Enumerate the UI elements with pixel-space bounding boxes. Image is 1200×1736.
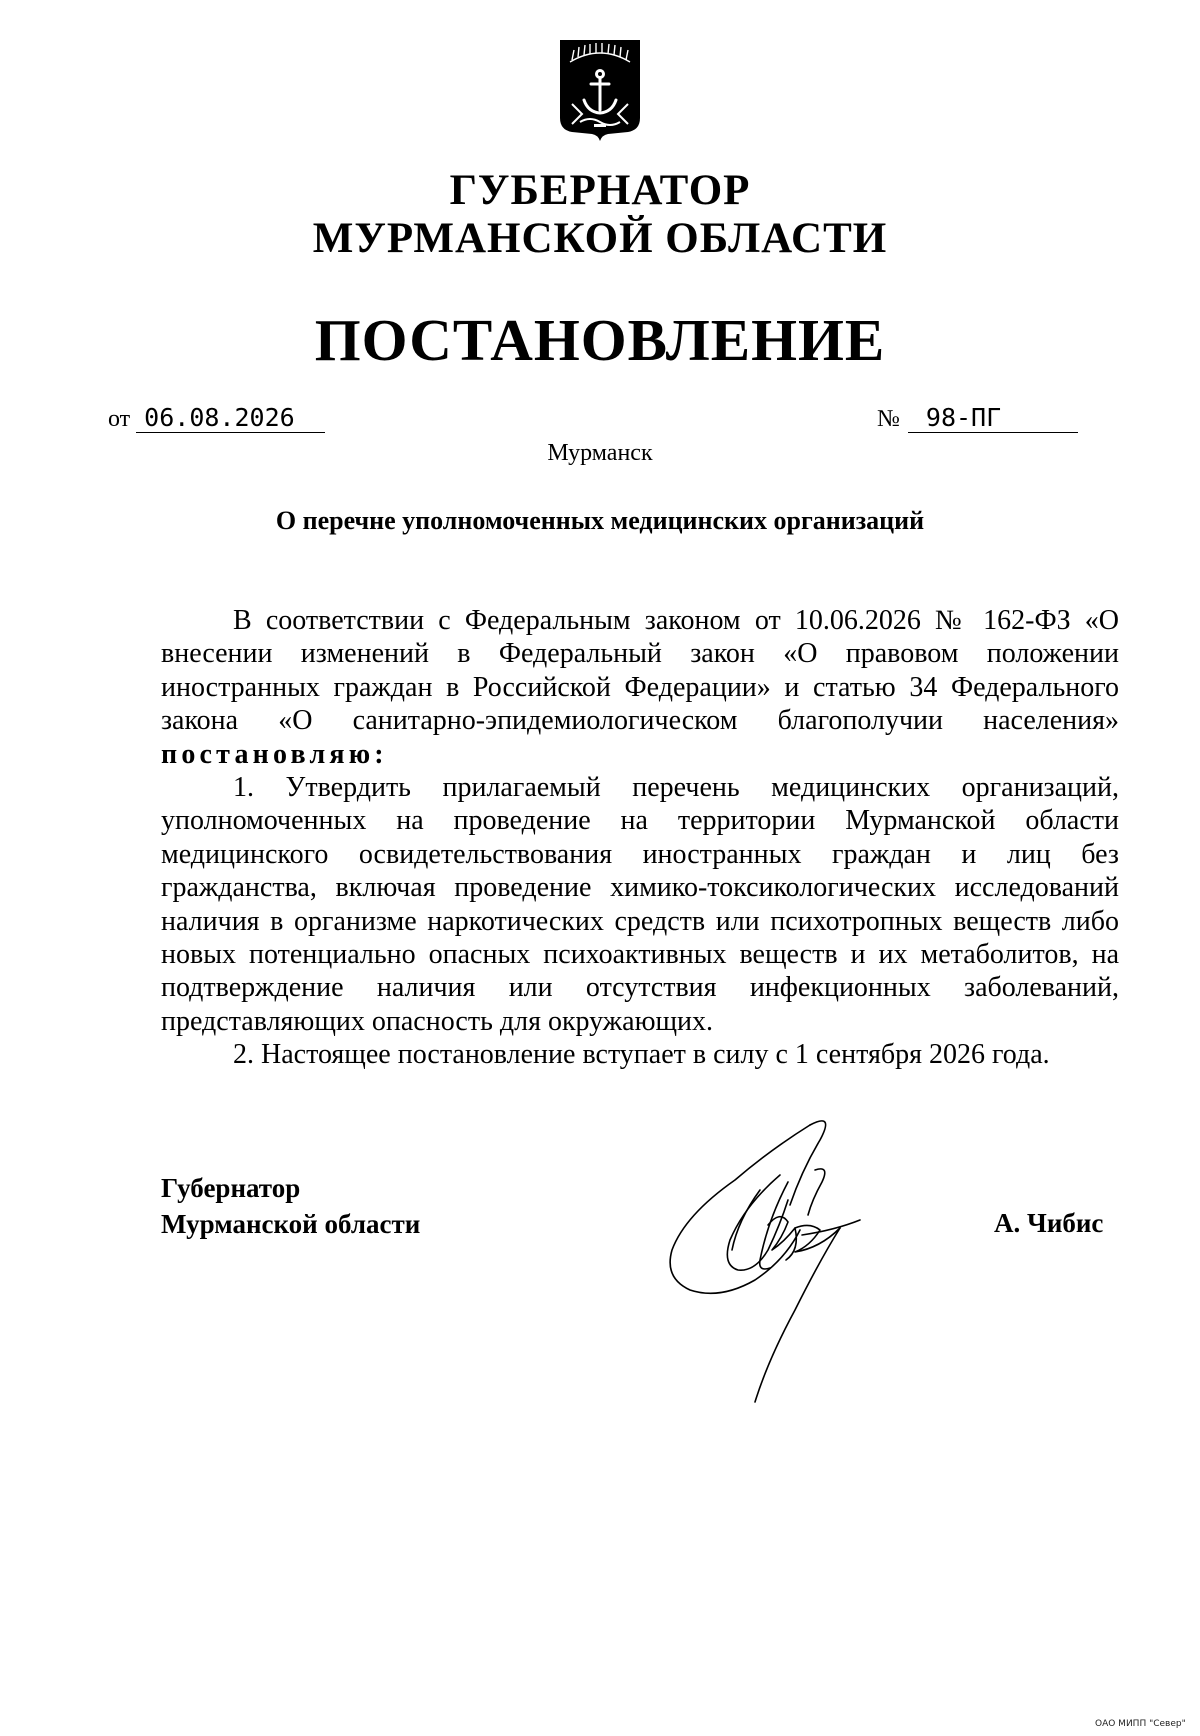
position-line-1: Губернатор — [161, 1173, 301, 1203]
item-2-paragraph: 2. Настоящее постановление вступает в силу с 1 сентября 2026 года. — [233, 1039, 1050, 1071]
document-date — [108, 404, 325, 434]
preamble-paragraph — [161, 604, 1119, 771]
resolve-word: постановляю: — [161, 738, 388, 770]
signatory-position — [161, 1170, 420, 1242]
signer-name: А. Чибис — [994, 1208, 1104, 1238]
city-name: Мурманск — [547, 440, 653, 466]
coat-of-arms-icon — [558, 38, 642, 142]
document-type-title: ПОСТАНОВЛЕНИЕ — [314, 307, 886, 373]
authority-title-line-1: ГУБЕРНАТОР — [449, 167, 751, 214]
number-value: 98-ПГ — [908, 404, 1078, 433]
number-sign: № — [877, 406, 900, 432]
position-line-2: Мурманской области — [161, 1209, 421, 1239]
document-subject: О перечне уполномоченных медицинских организаций — [275, 506, 925, 535]
date-prefix: от — [108, 406, 131, 432]
authority-title-line-2: МУРМАНСКОЙ ОБЛАСТИ — [312, 215, 888, 262]
date-value: 06.08.2026 — [136, 404, 325, 433]
item-1-paragraph: 1. Утвердить прилагаемый перечень медицинских организаций, уполномоченных на проведение на территории Мурманской области медицинского освидетельствования иностранных граждан и лиц без гражданства, включая проведение химико-токсикологических исследований наличия в организме наркотических средств или психотропных веществ либо новых потенциально опасных психоактивных веществ и их метаболитов, на подтверждение наличия или отсутствия инфекционных заболеваний, представляющих опасность для окружающих. — [161, 772, 1119, 1037]
document-number — [877, 404, 1078, 434]
preamble-text: В соответствии с Федеральным законом от 10.06.2026 № 162-ФЗ «О внесении изменений в Федеральный закон «О правовом положении иностранных граждан в Российской Федерации» и статью 34 Федерального закона «О санитарно-эпидемиологическом благополучии населения» — [161, 605, 1119, 737]
document-body — [161, 604, 1119, 1072]
printer-mark: ОАО МИПП "Север" — [1095, 1719, 1186, 1729]
handwritten-signature — [660, 1110, 910, 1410]
